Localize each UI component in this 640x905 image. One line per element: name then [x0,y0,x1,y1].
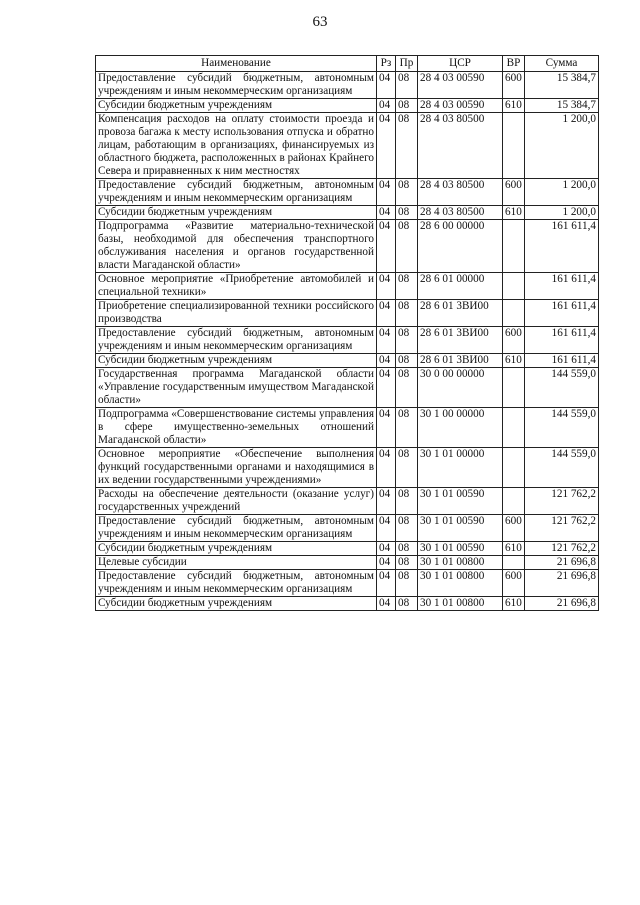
row-rz-cell: 04 [377,273,396,300]
row-csr-cell: 30 1 01 00590 [418,488,503,515]
row-sum-cell: 161 611,4 [525,220,599,273]
table-row [96,542,599,556]
row-rz-cell: 04 [377,515,396,542]
table-row [96,556,599,570]
table-row [96,206,599,220]
row-vr-cell [503,368,525,408]
row-rz-cell: 04 [377,300,396,327]
row-sum-cell: 161 611,4 [525,300,599,327]
row-csr-cell: 28 4 03 80500 [418,113,503,179]
row-csr-cell: 28 6 01 3ВИ00 [418,354,503,368]
table-row [96,72,599,99]
table-row [96,570,599,597]
row-name-cell: Предоставление субсидий бюджетным, автономным учреждениям и иным некоммерческим организациям [96,515,377,542]
table-row [96,113,599,179]
row-vr-cell [503,556,525,570]
row-rz-cell: 04 [377,327,396,354]
table-row [96,597,599,611]
row-sum-cell: 15 384,7 [525,72,599,99]
row-rz-cell: 04 [377,113,396,179]
row-name-cell: Предоставление субсидий бюджетным, автономным учреждениям и иным некоммерческим организациям [96,570,377,597]
row-name-cell: Субсидии бюджетным учреждениям [96,542,377,556]
row-csr-cell: 30 1 01 00800 [418,570,503,597]
row-csr-cell: 28 6 01 3ВИ00 [418,300,503,327]
row-csr-cell: 30 1 01 00590 [418,515,503,542]
row-csr-cell: 28 4 03 00590 [418,99,503,113]
row-pr-cell: 08 [396,113,418,179]
row-sum-cell: 1 200,0 [525,113,599,179]
row-csr-cell: 30 1 01 00590 [418,542,503,556]
row-pr-cell: 08 [396,488,418,515]
row-pr-cell: 08 [396,220,418,273]
row-name-cell: Подпрограмма «Совершенствование системы управления в сфере имущественно-земельных отношений Магаданской области» [96,408,377,448]
header-csr: ЦСР [418,56,503,72]
row-name-cell: Основное мероприятие «Приобретение автомобилей и специальной техники» [96,273,377,300]
table-row [96,488,599,515]
row-vr-cell [503,300,525,327]
row-sum-cell: 144 559,0 [525,408,599,448]
table-row [96,300,599,327]
row-rz-cell: 04 [377,570,396,597]
row-rz-cell: 04 [377,488,396,515]
row-pr-cell: 08 [396,327,418,354]
row-csr-cell: 30 0 00 00000 [418,368,503,408]
row-pr-cell: 08 [396,408,418,448]
row-sum-cell: 161 611,4 [525,273,599,300]
row-vr-cell: 610 [503,354,525,368]
row-name-cell: Субсидии бюджетным учреждениям [96,597,377,611]
row-name-cell: Государственная программа Магаданской области «Управление государственным имуществом Магаданской области» [96,368,377,408]
table-row [96,354,599,368]
table-row [96,368,599,408]
row-vr-cell [503,273,525,300]
row-sum-cell: 21 696,8 [525,570,599,597]
row-name-cell: Субсидии бюджетным учреждениям [96,99,377,113]
row-pr-cell: 08 [396,448,418,488]
row-name-cell: Субсидии бюджетным учреждениям [96,206,377,220]
row-sum-cell: 121 762,2 [525,515,599,542]
table-row [96,220,599,273]
table-header-row [96,56,599,72]
table-row [96,179,599,206]
row-vr-cell: 610 [503,206,525,220]
row-csr-cell: 28 4 03 80500 [418,206,503,220]
row-pr-cell: 08 [396,206,418,220]
row-name-cell: Приобретение специализированной техники российского производства [96,300,377,327]
row-rz-cell: 04 [377,556,396,570]
row-rz-cell: 04 [377,597,396,611]
row-pr-cell: 08 [396,300,418,327]
row-sum-cell: 121 762,2 [525,542,599,556]
row-sum-cell: 21 696,8 [525,597,599,611]
row-csr-cell: 28 4 03 80500 [418,179,503,206]
row-rz-cell: 04 [377,448,396,488]
row-csr-cell: 28 6 01 00000 [418,273,503,300]
row-rz-cell: 04 [377,220,396,273]
row-rz-cell: 04 [377,206,396,220]
row-name-cell: Субсидии бюджетным учреждениям [96,354,377,368]
row-name-cell: Предоставление субсидий бюджетным, автономным учреждениям и иным некоммерческим организациям [96,72,377,99]
row-vr-cell [503,113,525,179]
row-pr-cell: 08 [396,515,418,542]
row-pr-cell: 08 [396,570,418,597]
row-vr-cell: 600 [503,515,525,542]
row-name-cell: Целевые субсидии [96,556,377,570]
row-rz-cell: 04 [377,354,396,368]
row-pr-cell: 08 [396,368,418,408]
row-sum-cell: 1 200,0 [525,206,599,220]
row-sum-cell: 21 696,8 [525,556,599,570]
row-vr-cell: 600 [503,570,525,597]
page-number: 63 [312,14,328,30]
row-pr-cell: 08 [396,179,418,206]
row-pr-cell: 08 [396,597,418,611]
row-csr-cell: 28 6 01 3ВИ00 [418,327,503,354]
row-rz-cell: 04 [377,542,396,556]
row-vr-cell: 600 [503,327,525,354]
row-name-cell: Расходы на обеспечение деятельности (оказание услуг) государственных учреждений [96,488,377,515]
row-sum-cell: 144 559,0 [525,448,599,488]
row-pr-cell: 08 [396,556,418,570]
row-sum-cell: 161 611,4 [525,327,599,354]
header-name: Наименование [96,56,377,72]
row-name-cell: Основное мероприятие «Обеспечение выполнения функций государственными органами и находящимися в их ведении государственными учреждениями» [96,448,377,488]
row-csr-cell: 28 4 03 00590 [418,72,503,99]
header-vr: ВР [503,56,525,72]
row-sum-cell: 144 559,0 [525,368,599,408]
row-vr-cell: 600 [503,72,525,99]
row-csr-cell: 30 1 01 00800 [418,597,503,611]
row-vr-cell: 610 [503,597,525,611]
budget-table [95,55,599,611]
row-vr-cell: 600 [503,179,525,206]
row-sum-cell: 121 762,2 [525,488,599,515]
row-vr-cell [503,488,525,515]
row-csr-cell: 28 6 00 00000 [418,220,503,273]
row-name-cell: Предоставление субсидий бюджетным, автономным учреждениям и иным некоммерческим организациям [96,327,377,354]
row-rz-cell: 04 [377,408,396,448]
header-pr: Пр [396,56,418,72]
row-rz-cell: 04 [377,179,396,206]
row-pr-cell: 08 [396,542,418,556]
table-row [96,448,599,488]
row-sum-cell: 15 384,7 [525,99,599,113]
table-row [96,99,599,113]
row-csr-cell: 30 1 01 00800 [418,556,503,570]
row-vr-cell [503,448,525,488]
row-vr-cell: 610 [503,99,525,113]
header-sum: Сумма [525,56,599,72]
row-csr-cell: 30 1 01 00000 [418,448,503,488]
row-pr-cell: 08 [396,354,418,368]
row-name-cell: Компенсация расходов на оплату стоимости проезда и провоза багажа к месту использования отпуска и обратно лицам, работающим в организациях, финансируемых из областного бюджета, расположенных в районах Крайнего Севера и приравненных к ним местностях [96,113,377,179]
row-pr-cell: 08 [396,72,418,99]
row-vr-cell: 610 [503,542,525,556]
table-row [96,408,599,448]
table-row [96,273,599,300]
row-rz-cell: 04 [377,99,396,113]
row-vr-cell [503,220,525,273]
row-csr-cell: 30 1 00 00000 [418,408,503,448]
row-sum-cell: 161 611,4 [525,354,599,368]
row-rz-cell: 04 [377,72,396,99]
table-row [96,327,599,354]
row-name-cell: Подпрограмма «Развитие материально-технической базы, необходимой для обеспечения транспортного обслуживания населения и органов государственной власти Магаданской области» [96,220,377,273]
row-vr-cell [503,408,525,448]
row-pr-cell: 08 [396,99,418,113]
row-rz-cell: 04 [377,368,396,408]
row-sum-cell: 1 200,0 [525,179,599,206]
table-row [96,515,599,542]
row-pr-cell: 08 [396,273,418,300]
table-body [96,72,599,611]
row-name-cell: Предоставление субсидий бюджетным, автономным учреждениям и иным некоммерческим организациям [96,179,377,206]
header-rz: Рз [377,56,396,72]
